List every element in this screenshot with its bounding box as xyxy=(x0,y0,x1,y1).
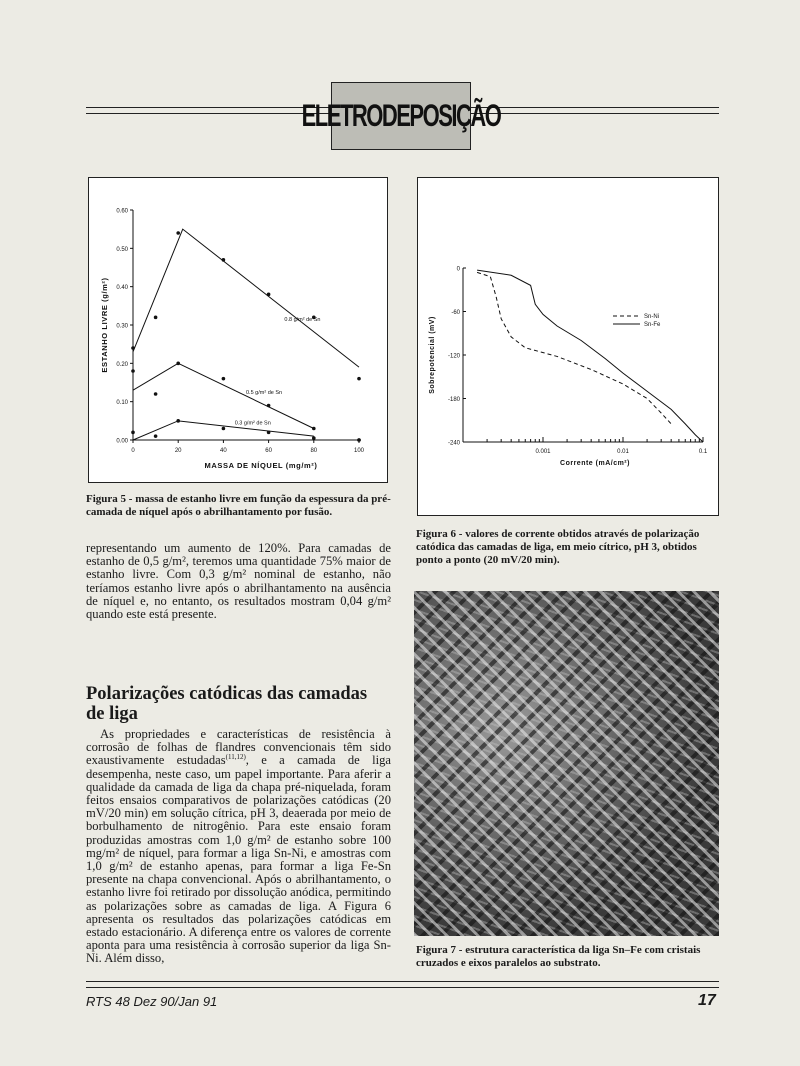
x-tick-label: 60 xyxy=(265,448,272,454)
paragraph-2-part-a: As propriedades e características de resistência à corrosão de folhas de flandres convencionais têm sido exaustivamente estudadas xyxy=(86,727,391,768)
y-tick-label: -60 xyxy=(451,310,460,316)
data-point xyxy=(222,427,226,431)
page-number: 17 xyxy=(698,992,716,1009)
x-tick-label: 40 xyxy=(220,448,227,454)
series-line xyxy=(133,229,359,367)
section-title: ELETRODEPOSIÇÃO xyxy=(301,97,501,134)
data-point xyxy=(131,369,135,373)
series-line xyxy=(133,421,314,440)
data-point xyxy=(222,258,226,262)
section-header-box xyxy=(301,82,501,150)
y-tick-label: -180 xyxy=(447,397,460,403)
y-axis-label: ESTANHO LIVRE (g/m²) xyxy=(100,277,109,373)
figure-5 xyxy=(88,177,388,483)
data-point xyxy=(267,293,271,297)
x-tick-label: 0.001 xyxy=(535,449,551,455)
data-point xyxy=(357,377,361,381)
y-tick-label: 0.20 xyxy=(116,361,128,368)
data-point xyxy=(131,346,135,350)
figure-5-caption: Figura 5 - massa de estanho livre em função da espessura da pré-camada de níquel após o abrilhantamento por fusão. xyxy=(86,493,391,518)
series-label-0.8: 0.8 g/m² de Sn xyxy=(284,317,321,324)
data-point xyxy=(154,392,158,396)
x-tick-label: 0.01 xyxy=(617,449,629,455)
y-tick-label: 0.40 xyxy=(116,285,128,292)
header-rule-right-bottom xyxy=(471,113,719,114)
data-point xyxy=(131,431,135,435)
x-tick-label: 100 xyxy=(353,448,365,454)
y-axis-label: Sobrepotencial (mV) xyxy=(429,316,436,394)
legend-label: Sn-Fe xyxy=(644,322,661,328)
figure-5-chart xyxy=(89,178,386,481)
series-line-sn-ni xyxy=(477,272,671,424)
y-tick-label: 0.10 xyxy=(116,400,128,407)
y-tick-label: 0.00 xyxy=(116,438,128,445)
section-heading: Polarizações catódicas das camadas de liga xyxy=(86,684,368,724)
x-tick-label: 0.1 xyxy=(698,449,708,455)
y-tick-label: 0 xyxy=(456,266,460,273)
data-point xyxy=(357,438,361,442)
header-rule-left-bottom xyxy=(86,113,331,114)
footer-journal: RTS 48 Dez 90/Jan 91 xyxy=(86,994,218,1009)
data-point xyxy=(154,434,158,438)
series-label-0.5: 0.5 g/m² de Sn xyxy=(246,390,283,396)
data-point xyxy=(222,377,226,381)
series-label-0.3: 0.3 g/m² de Sn xyxy=(234,420,271,427)
paragraph-2 xyxy=(86,728,391,966)
data-point xyxy=(267,431,271,435)
figure-6 xyxy=(417,177,719,516)
legend-label: Sn-Ni xyxy=(644,314,660,320)
figure-7-caption: Figura 7 - estrutura característica da liga Sn–Fe com cristais cruzados e eixos paralelos ao substrato. xyxy=(416,944,701,969)
data-point xyxy=(312,427,316,431)
y-tick-label: 0.50 xyxy=(116,246,128,253)
header-rule-right-top xyxy=(471,107,719,108)
footer-rule-bottom xyxy=(86,987,719,988)
series-line xyxy=(133,363,314,428)
header-rule-left-top xyxy=(86,107,331,108)
x-tick-label: 80 xyxy=(310,448,318,454)
y-tick-label: -240 xyxy=(447,440,460,447)
figure-7-micrograph xyxy=(414,591,719,936)
paragraph-2-part-b: , e a camada de liga desempenha, neste caso, um papel importante. Para aferir a qualidade da camada de liga da chapa pré-niquelada, foram feitos ensaios comparativos de polarizações catódicas (20 mV/20 min) em solução cítrica, pH 3, deaerada por meio de borbulhamento de nitrogênio. Para este ensaio foram produzidas amostras com 1,0 g/m² de estanho sobre 100 mg/m² de níquel, para formar a liga Sn-Ni, e amostras com 1,0 g/m² de estanho apenas, para formar a liga Fe-Sn presente na chapa convencional. Após o abrilhantamento, o estanho livre foi retirado por dissolução anódica, permitindo as polarizações sobre as camadas de liga. A Figura 6 apresenta os resultados das polarizações catódicas em estado estacionário. A diferença entre os valores de corrente aponta para uma resistência à corrosão superior da liga Sn-Ni. Além disso, xyxy=(86,753,391,966)
paragraph-1: representando um aumento de 120%. Para camadas de estanho de 0,5 g/m², teremos uma quantidade 75% maior de estanho livre. Com 0,3 g/m² nominal de estanho, não teríamos estanho livre após o abrilhantamento na ausência de níquel e, no entanto, os resultados mostram 0,04 g/m² quando este está presente. xyxy=(86,541,391,622)
data-point xyxy=(176,419,180,423)
reference-citation: (11,12) xyxy=(225,753,246,762)
figure-6-chart xyxy=(418,178,717,514)
x-axis-label: Corrente (mA/cm²) xyxy=(560,460,630,467)
y-tick-label: -120 xyxy=(447,353,460,360)
y-tick-label: 0.60 xyxy=(116,208,128,215)
x-axis-label: MASSA DE NÍQUEL (mg/m²) xyxy=(204,461,318,470)
x-tick-label: 20 xyxy=(174,448,182,454)
data-point xyxy=(176,362,180,366)
data-point xyxy=(154,316,158,320)
figure-6-caption: Figura 6 - valores de corrente obtidos através de polarização catódica das camadas de liga, em meio cítrico, pH 3, obtidos ponto a ponto (20 mV/20 min). xyxy=(416,528,700,566)
data-point xyxy=(267,404,271,408)
x-tick-label: 0 xyxy=(131,448,135,454)
y-tick-label: 0.30 xyxy=(116,323,128,330)
data-point xyxy=(176,231,180,235)
footer-rule-top xyxy=(86,981,719,982)
data-point xyxy=(312,436,316,440)
series-line-sn-fe xyxy=(477,270,703,442)
